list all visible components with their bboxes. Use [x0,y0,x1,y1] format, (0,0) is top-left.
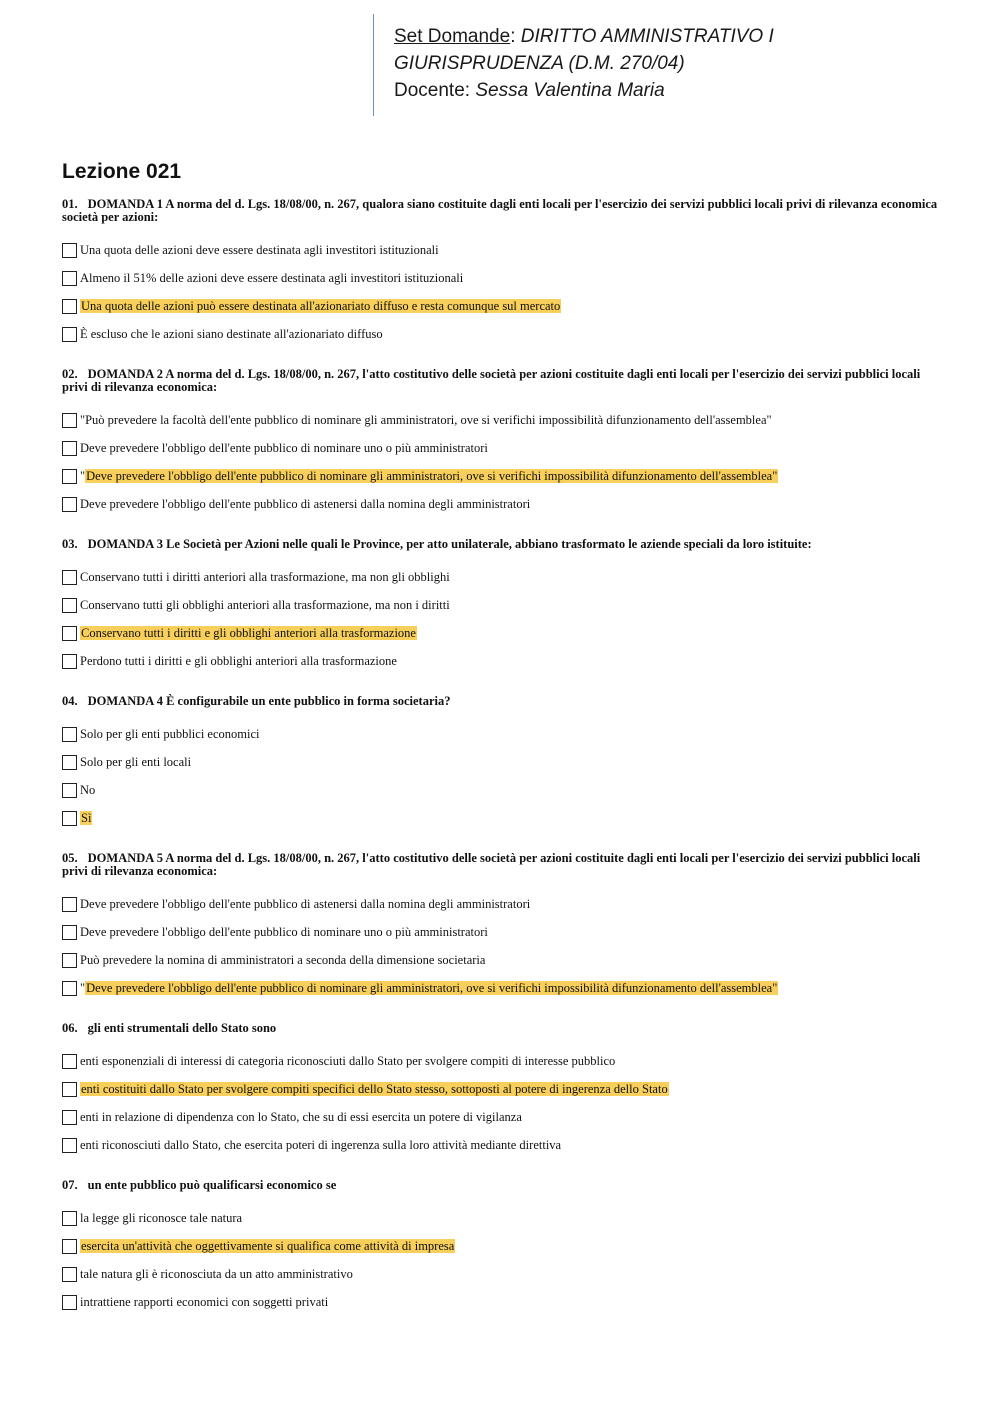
question-number: 02. [62,367,78,381]
document-header [373,14,933,116]
answer-text-highlighted: esercita un'attività che oggettivamente si qualifica come attività di impresa [81,1238,455,1253]
answer-label [80,626,417,641]
question-text [62,852,942,878]
checkbox[interactable] [62,1138,77,1153]
checkbox[interactable] [62,783,77,798]
answer-option[interactable] [62,1075,942,1103]
answer-label [80,497,530,512]
answer-label [80,271,463,286]
answer-label [80,1239,455,1254]
answer-text-highlighted: Conservano tutti i diritti e gli obblighi anteriori alla trasformazione [81,625,416,640]
answer-option[interactable] [62,462,942,490]
answer-option[interactable] [62,748,942,776]
answer-option[interactable] [62,320,942,348]
set-label: Set Domande [394,26,511,47]
answer-prefix: " [80,468,86,483]
answer-option[interactable] [62,776,942,804]
checkbox[interactable] [62,755,77,770]
question [62,695,942,832]
answer-label [80,1110,522,1125]
answer-text: enti esponenziali di interessi di categoria riconosciuti dallo Stato per svolgere compiti di interesse pubblico [80,1053,616,1068]
answer-text-highlighted: Deve prevedere l'obbligo dell'ente pubblico di nominare gli amministratori, ove si verifichi impossibilità difunzionamento dell'assemblea" [86,468,778,483]
checkbox[interactable] [62,1054,77,1069]
checkbox[interactable] [62,497,77,512]
teacher-label: Docente: [394,80,471,101]
checkbox[interactable] [62,811,77,826]
checkbox[interactable] [62,626,77,641]
answer-label [80,1267,353,1282]
answer-option[interactable] [62,1103,942,1131]
question-text [62,1022,942,1035]
checkbox[interactable] [62,413,77,428]
answer-label [80,1138,561,1153]
answer-text: "Può prevedere la facoltà dell'ente pubblico di nominare gli amministratori, ove si verifichi impossibilità difunzionamento dell'assemblea" [80,412,772,427]
answer-text: Conservano tutti i diritti anteriori alla trasformazione, ma non gli obblighi [80,569,450,584]
checkbox[interactable] [62,1211,77,1226]
answer-label [80,413,772,428]
question-body: DOMANDA 2 A norma del d. Lgs. 18/08/00, n. 267, l'atto costitutivo delle società per azioni costituite dagli enti locali per l'esercizio dei servizi pubblici locali privi di rilevanza economica: [62,367,921,394]
answer-label [80,925,488,940]
question-text [62,1179,942,1192]
answer-text-highlighted: Una quota delle azioni può essere destinata all'azionariato diffuso e resta comunque sul mercato [81,298,561,313]
answer-label [80,1054,615,1069]
answer-option[interactable] [62,804,942,832]
answer-label [80,783,95,798]
question-body: DOMANDA 1 A norma del d. Lgs. 18/08/00, n. 267, qualora siano costituite dagli enti locali per l'esercizio dei servizi pubblici locali privi di rilevanza economica società per azioni: [62,197,938,224]
checkbox[interactable] [62,570,77,585]
checkbox[interactable] [62,1267,77,1282]
question-number: 04. [62,694,78,708]
answer-option[interactable] [62,918,942,946]
answer-label [80,441,488,456]
question-body: un ente pubblico può qualificarsi economico se [87,1178,337,1192]
set-separator: : [510,26,516,47]
answer-text: Deve prevedere l'obbligo dell'ente pubblico di nominare uno o più amministratori [80,924,488,939]
answer-option[interactable] [62,619,942,647]
checkbox[interactable] [62,953,77,968]
question-number: 07. [62,1178,78,1192]
answer-label [80,327,383,342]
checkbox[interactable] [62,925,77,940]
answer-text-highlighted: enti costituiti dallo Stato per svolgere compiti specifici dello Stato stesso, sottoposti al potere di ingerenza dello Stato [81,1081,668,1096]
answer-option[interactable] [62,406,942,434]
answer-text: Deve prevedere l'obbligo dell'ente pubblico di nominare uno o più amministratori [80,440,488,455]
answer-label [80,897,530,912]
answer-label [80,1211,242,1226]
answer-text: tale natura gli è riconosciuta da un atto amministrativo [80,1266,353,1281]
answer-text: enti in relazione di dipendenza con lo Stato, che su di essi esercita un potere di vigilanza [80,1109,522,1124]
answer-text: È escluso che le azioni siano destinate all'azionariato diffuso [80,326,383,341]
question-list [62,198,942,1336]
checkbox[interactable] [62,897,77,912]
question [62,1179,942,1316]
answer-text: Perdono tutti i diritti e gli obblighi anteriori alla trasformazione [80,653,397,668]
answer-text-highlighted: Deve prevedere l'obbligo dell'ente pubblico di nominare gli amministratori, ove si verifichi impossibilità difunzionamento dell'assemblea" [86,980,778,995]
answer-text: Deve prevedere l'obbligo dell'ente pubblico di astenersi dalla nomina degli amministratori [80,896,531,911]
question-number: 01. [62,197,78,211]
header-line-teacher [394,77,933,104]
answer-text: Una quota delle azioni deve essere destinata agli investitori istituzionali [80,242,439,257]
question-number: 06. [62,1021,78,1035]
answer-option[interactable] [62,236,942,264]
question [62,538,942,675]
question-number: 03. [62,537,78,551]
answer-label [80,811,92,826]
checkbox[interactable] [62,1295,77,1310]
answer-text: intrattiene rapporti economici con soggetti privati [80,1294,329,1309]
teacher-name: Sessa Valentina Maria [475,80,665,101]
answer-label [80,1295,328,1310]
question-body: gli enti strumentali dello Stato sono [87,1021,277,1035]
checkbox[interactable] [62,1082,77,1097]
checkbox[interactable] [62,1110,77,1125]
checkbox[interactable] [62,469,77,484]
answer-option[interactable] [62,1260,942,1288]
answer-option[interactable] [62,1047,942,1075]
answer-option[interactable] [62,890,942,918]
answer-text: No [80,782,96,797]
checkbox[interactable] [62,327,77,342]
question-text [62,198,942,224]
answer-option[interactable] [62,974,942,1002]
answer-option[interactable] [62,434,942,462]
answer-label [80,598,450,613]
answer-option[interactable] [62,1131,942,1159]
question [62,852,942,1002]
answer-option[interactable] [62,490,942,518]
checkbox[interactable] [62,441,77,456]
question-text [62,538,942,551]
degree-name: GIURISPRUDENZA (D.M. 270/04) [394,53,685,74]
answer-option[interactable] [62,264,942,292]
question-text [62,368,942,394]
answer-option[interactable] [62,591,942,619]
header-line-set [394,23,933,50]
checkbox[interactable] [62,1239,77,1254]
answer-option[interactable] [62,1288,942,1316]
answer-label [80,243,439,258]
question [62,1022,942,1159]
answer-label [80,570,450,585]
answer-option[interactable] [62,292,942,320]
answer-label [80,654,397,669]
answer-text: la legge gli riconosce tale natura [80,1210,243,1225]
course-name: DIRITTO AMMINISTRATIVO I [520,26,774,47]
question-body: DOMANDA 3 Le Società per Azioni nelle quali le Province, per atto unilaterale, abbiano trasformato le aziende speciali da loro istituite: [87,537,812,551]
answer-text: enti riconosciuti dallo Stato, che esercita poteri di ingerenza sulla loro attività mediante direttiva [80,1137,562,1152]
answer-label [80,1082,669,1097]
question-body: DOMANDA 5 A norma del d. Lgs. 18/08/00, n. 267, l'atto costitutivo delle società per azioni costituite dagli enti locali per l'esercizio dei servizi pubblici locali privi di rilevanza economica: [62,851,921,878]
question [62,368,942,518]
answer-text: Almeno il 51% delle azioni deve essere destinata agli investitori istituzionali [80,270,464,285]
answer-label [80,953,485,968]
question [62,198,942,348]
answer-text: Deve prevedere l'obbligo dell'ente pubblico di astenersi dalla nomina degli amministratori [80,496,531,511]
answer-text: Può prevedere la nomina di amministratori a seconda della dimensione societaria [80,952,486,967]
answer-label [80,299,561,314]
checkbox[interactable] [62,299,77,314]
checkbox[interactable] [62,981,77,996]
question-number: 05. [62,851,78,865]
question-text [62,695,942,708]
checkbox[interactable] [62,727,77,742]
answer-option[interactable] [62,1232,942,1260]
answer-option[interactable] [62,720,942,748]
answer-option[interactable] [62,647,942,675]
answer-text: Solo per gli enti pubblici economici [80,726,260,741]
answer-text: Conservano tutti gli obblighi anteriori alla trasformazione, ma non i diritti [80,597,450,612]
answer-label [80,981,778,996]
checkbox[interactable] [62,243,77,258]
answer-option[interactable] [62,1204,942,1232]
question-body: DOMANDA 4 È configurabile un ente pubblico in forma societaria? [87,694,451,708]
answer-label [80,755,191,770]
answer-label [80,727,259,742]
answer-text: Solo per gli enti locali [80,754,192,769]
checkbox[interactable] [62,598,77,613]
answer-text-highlighted: Sì [81,810,92,825]
lesson-title: Lezione 021 [62,160,182,183]
checkbox[interactable] [62,654,77,669]
answer-option[interactable] [62,563,942,591]
answer-label [80,469,778,484]
answer-prefix: " [80,980,86,995]
answer-option[interactable] [62,946,942,974]
checkbox[interactable] [62,271,77,286]
